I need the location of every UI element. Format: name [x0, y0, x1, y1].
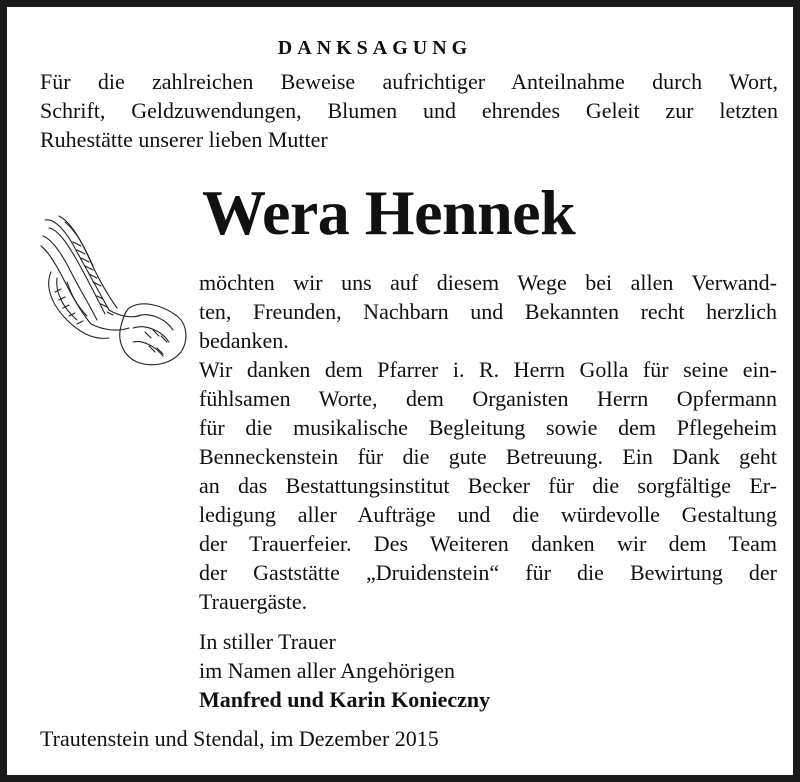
body-line: ten, Freunden, Nachbarn und Bekannten recht herzlich	[199, 299, 777, 324]
body-line: der Gaststätte „Druidenstein“ für die Bewirtung der	[199, 560, 777, 585]
thanks-paragraph	[199, 268, 777, 616]
closing-line: im Namen aller Angehörigen	[199, 658, 455, 683]
praying-hands-icon	[37, 212, 192, 377]
deceased-name: Wera Hennek	[202, 177, 576, 248]
notice-heading: DANKSAGUNG	[277, 37, 473, 59]
place-date: Trautenstein und Stendal, im Dezember 2015	[40, 726, 439, 751]
intro-line: Ruhestätte unserer lieben Mutter	[40, 127, 328, 152]
body-line: ledigung aller Aufträge und die würdevolle Gestaltung	[199, 502, 777, 527]
body-line: Wir danken dem Pfarrer i. R. Herrn Golla für seine ein-	[199, 357, 777, 382]
body-line: Trauergäste.	[199, 589, 308, 614]
intro-line: Für die zahlreichen Beweise aufrichtiger Anteilnahme durch Wort,	[40, 69, 778, 94]
signers-names: Manfred und Karin Konieczny	[199, 687, 491, 712]
intro-paragraph	[40, 67, 778, 154]
body-line: fühlsamen Worte, dem Organisten Herrn Opfermann	[199, 386, 777, 411]
body-line: der Trauerfeier. Des Weiteren danken wir dem Team	[199, 531, 777, 556]
closing-line: In stiller Trauer	[199, 629, 336, 654]
closing-block	[199, 627, 490, 714]
body-line: an das Bestattungsinstitut Becker für die sorgfältige Er-	[199, 473, 777, 498]
body-line: möchten wir uns auf diesem Wege bei allen Verwand-	[199, 270, 777, 295]
intro-line: Schrift, Geldzuwendungen, Blumen und ehrendes Geleit zur letzten	[40, 98, 778, 123]
body-line: Benneckenstein für die gute Betreuung. Ein Dank geht	[199, 444, 777, 469]
body-line: für die musikalische Begleitung sowie dem Pflegeheim	[199, 415, 777, 440]
body-line: bedanken.	[199, 328, 289, 353]
